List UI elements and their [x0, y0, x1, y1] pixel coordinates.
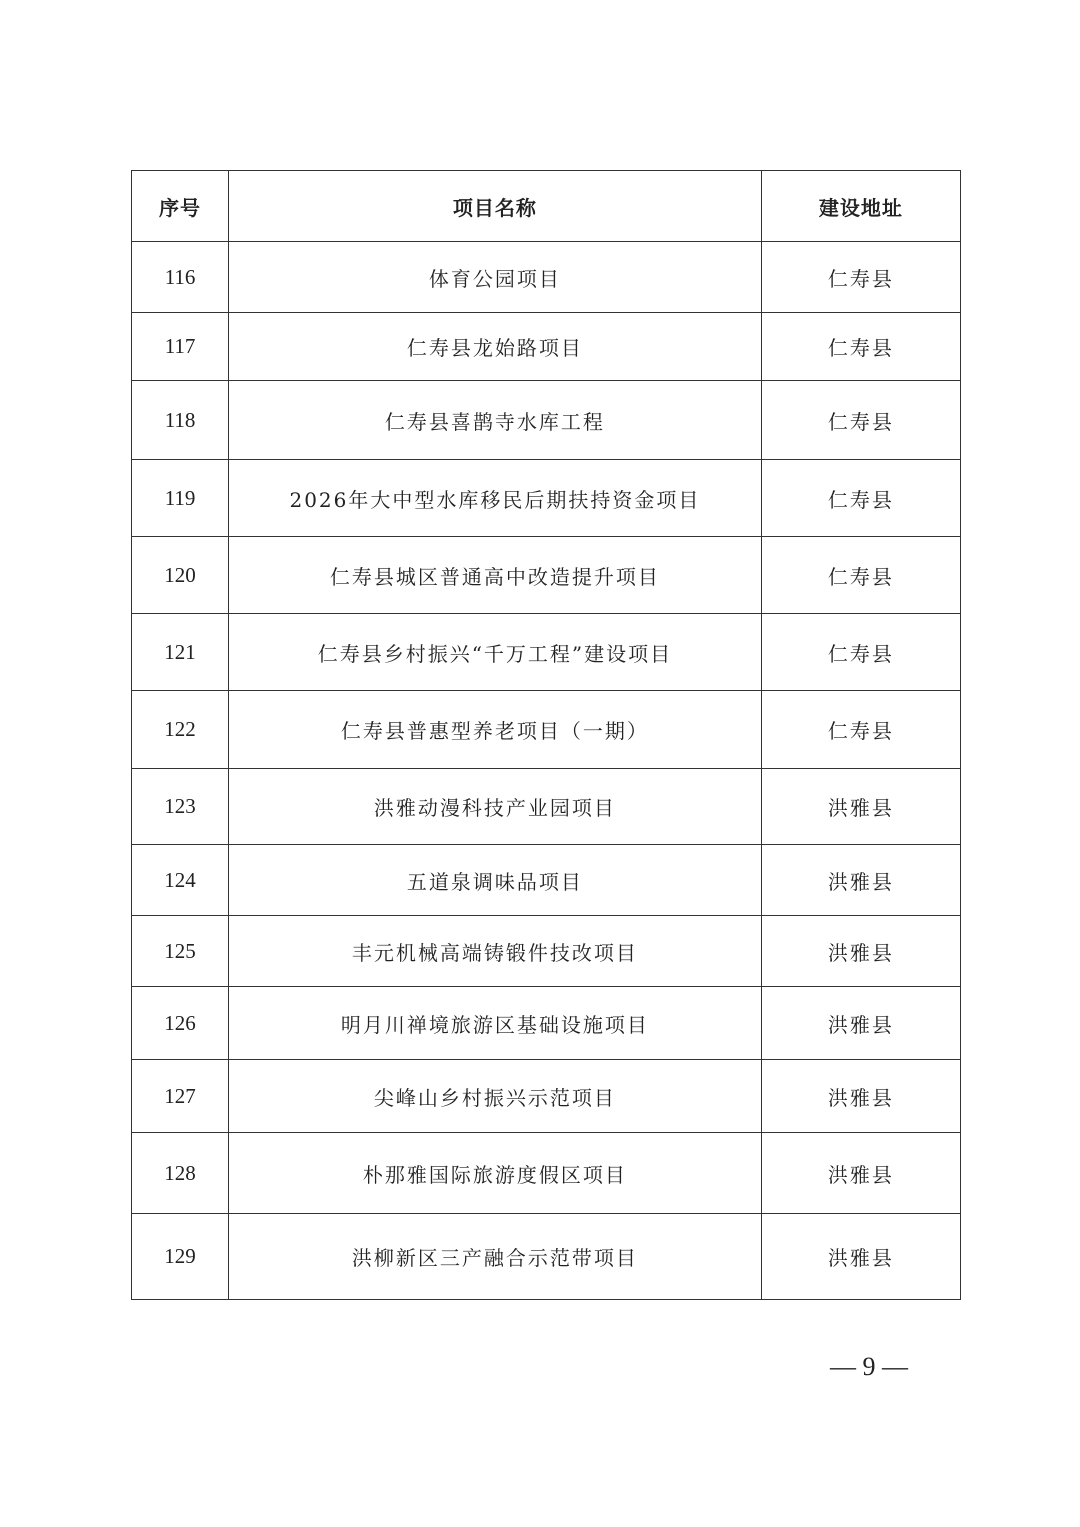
- cell-serial-number: 126: [132, 987, 229, 1060]
- table-row: [132, 916, 961, 987]
- cell-location: 洪雅县: [761, 769, 960, 845]
- cell-serial-number: 122: [132, 691, 229, 769]
- cell-project-name: 朴那雅国际旅游度假区项目: [229, 1133, 762, 1214]
- cell-project-name: 尖峰山乡村振兴示范项目: [229, 1060, 762, 1133]
- table-row: [132, 242, 961, 313]
- table-row: [132, 1214, 961, 1300]
- cell-serial-number: 121: [132, 614, 229, 691]
- cell-location: 仁寿县: [761, 242, 960, 313]
- cell-location: 洪雅县: [761, 1214, 960, 1300]
- cell-serial-number: 119: [132, 460, 229, 537]
- header-project-name: 项目名称: [229, 171, 762, 242]
- cell-location: 仁寿县: [761, 381, 960, 460]
- cell-serial-number: 116: [132, 242, 229, 313]
- table-row: [132, 691, 961, 769]
- cell-serial-number: 124: [132, 845, 229, 916]
- cell-serial-number: 128: [132, 1133, 229, 1214]
- cell-location: 洪雅县: [761, 987, 960, 1060]
- cell-location: 仁寿县: [761, 691, 960, 769]
- table-row: [132, 381, 961, 460]
- table-row: [132, 1133, 961, 1214]
- header-serial-number: 序号: [132, 171, 229, 242]
- cell-serial-number: 117: [132, 313, 229, 381]
- header-location: 建设地址: [761, 171, 960, 242]
- project-table: [131, 170, 961, 1300]
- cell-project-name: 明月川禅境旅游区基础设施项目: [229, 987, 762, 1060]
- cell-location: 仁寿县: [761, 460, 960, 537]
- cell-serial-number: 123: [132, 769, 229, 845]
- cell-serial-number: 125: [132, 916, 229, 987]
- table-row: [132, 460, 961, 537]
- cell-project-name: 仁寿县城区普通高中改造提升项目: [229, 537, 762, 614]
- cell-project-name: 仁寿县乡村振兴“千万工程”建设项目: [229, 614, 762, 691]
- cell-project-name: 洪柳新区三产融合示范带项目: [229, 1214, 762, 1300]
- table-row: [132, 537, 961, 614]
- cell-serial-number: 120: [132, 537, 229, 614]
- cell-location: 洪雅县: [761, 1133, 960, 1214]
- table-row: [132, 769, 961, 845]
- table-row: [132, 1060, 961, 1133]
- table-row: [132, 614, 961, 691]
- cell-project-name: 仁寿县普惠型养老项目（一期）: [229, 691, 762, 769]
- cell-location: 仁寿县: [761, 614, 960, 691]
- cell-serial-number: 127: [132, 1060, 229, 1133]
- cell-location: 洪雅县: [761, 916, 960, 987]
- table-row: [132, 845, 961, 916]
- cell-location: 洪雅县: [761, 1060, 960, 1133]
- cell-location: 仁寿县: [761, 537, 960, 614]
- cell-serial-number: 129: [132, 1214, 229, 1300]
- cell-serial-number: 118: [132, 381, 229, 460]
- table-row: [132, 313, 961, 381]
- table-header-row: [132, 171, 961, 242]
- table-row: [132, 987, 961, 1060]
- cell-project-name: 仁寿县龙始路项目: [229, 313, 762, 381]
- cell-location: 仁寿县: [761, 313, 960, 381]
- cell-project-name: 丰元机械高端铸锻件技改项目: [229, 916, 762, 987]
- cell-project-name: 体育公园项目: [229, 242, 762, 313]
- cell-project-name: 2026年大中型水库移民后期扶持资金项目: [229, 460, 762, 537]
- cell-project-name: 仁寿县喜鹊寺水库工程: [229, 381, 762, 460]
- cell-project-name: 五道泉调味品项目: [229, 845, 762, 916]
- page-number: — 9 —: [830, 1352, 908, 1381]
- cell-location: 洪雅县: [761, 845, 960, 916]
- cell-project-name: 洪雅动漫科技产业园项目: [229, 769, 762, 845]
